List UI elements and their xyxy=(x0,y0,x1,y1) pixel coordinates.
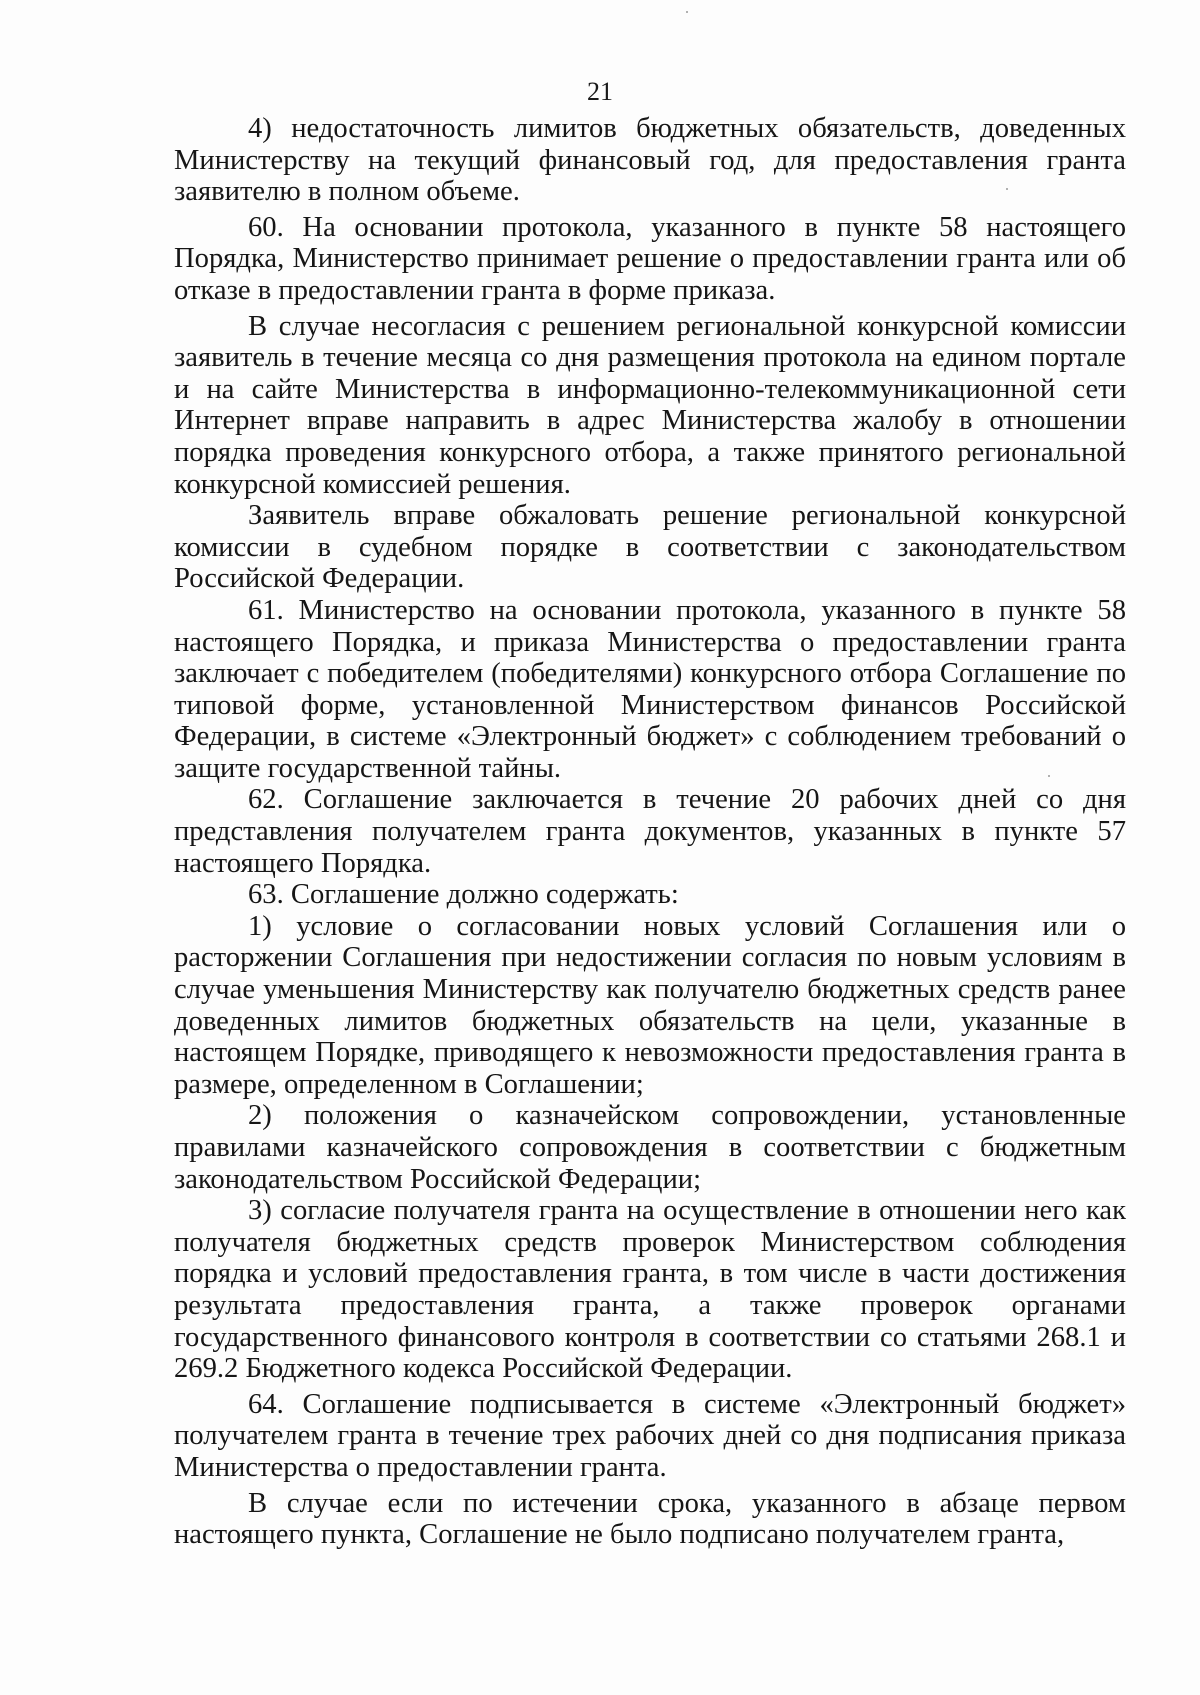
paragraph-item-3-inspections-consent: 3) согласие получателя гранта на осуществление в отношении него как получателя бюджетных средств проверок Министерством соблюдения порядка и условий предоставления гранта, в том числе в части достижения результата предоставления гранта, а также проверок органами государственного финансового контроля в соответствии со статьями 268.1 и 269.2 Бюджетного кодекса Российской Федерации. xyxy=(174,1195,1126,1385)
paragraph-disagreement-complaint: В случае несогласия с решением региональной конкурсной комиссии заявитель в течение месяца со дня размещения протокола на едином портале и на сайте Министерства в информационно-телекоммуникационной сети Интернет вправе направить в адрес Министерства жалобу в отношении порядка проведения конкурсного отбора, а также принятого региональной конкурсной комиссией решения. xyxy=(174,310,1126,500)
scan-speck xyxy=(1006,188,1008,190)
paragraph-62-agreement-term: 62. Соглашение заключается в течение 20 рабочих дней со дня представления получателем гранта документов, указанных в пункте 57 настоящего Порядка. xyxy=(174,784,1126,879)
paragraph-court-appeal: Заявитель вправе обжаловать решение региональной конкурсной комиссии в судебном порядке в соответствии с законодательством Российской Федерации. xyxy=(174,500,1126,595)
paragraph-item-4-insufficient-limits: 4) недостаточность лимитов бюджетных обязательств, доведенных Министерству на текущий финансовый год, для предоставления гранта заявителю в полном объеме. xyxy=(174,113,1126,208)
page-number: 21 xyxy=(587,77,613,106)
paragraph-64-signing: 64. Соглашение подписывается в системе «Электронный бюджет» получателем гранта в течение трех рабочих дней со дня подписания приказа Министерства о предоставлении гранта. xyxy=(174,1388,1126,1483)
paragraph-60-decision: 60. На основании протокола, указанного в пункте 58 настоящего Порядка, Министерство принимает решение о предоставлении гранта или об отказе в предоставлении гранта в форме приказа. xyxy=(174,211,1126,306)
paragraph-item-2-treasury-support: 2) положения о казначейском сопровождении, установленные правилами казначейского сопровождения в соответствии с бюджетным законодательством Российской Федерации; xyxy=(174,1100,1126,1195)
paragraph-item-1-new-conditions: 1) условие о согласовании новых условий Соглашения или о расторжении Соглашения при недостижении согласия по новым условиям в случае уменьшения Министерству как получателю бюджетных средств ранее доведенных лимитов бюджетных обязательств на цели, указанные в настоящем Порядке, приводящего к невозможности предоставления гранта в размере, определенном в Соглашении; xyxy=(174,910,1126,1100)
scan-speck xyxy=(686,11,688,13)
document-body xyxy=(174,113,1126,1551)
paragraph-63-agreement-content: 63. Соглашение должно содержать: xyxy=(248,879,679,911)
paragraph-unsigned-agreement: В случае если по истечении срока, указанного в абзаце первом настоящего пункта, Соглашение не было подписано получателем гранта, xyxy=(174,1487,1126,1551)
scan-speck xyxy=(1048,775,1050,777)
paragraph-61-agreement: 61. Министерство на основании протокола, указанного в пункте 58 настоящего Порядка, и приказа Министерства о предоставлении гранта заключает с победителем (победителями) конкурсного отбора Соглашение по типовой форме, установленной Министерством финансов Российской Федерации, в системе «Электронный бюджет» с соблюдением требований о защите государственной тайны. xyxy=(174,594,1126,784)
